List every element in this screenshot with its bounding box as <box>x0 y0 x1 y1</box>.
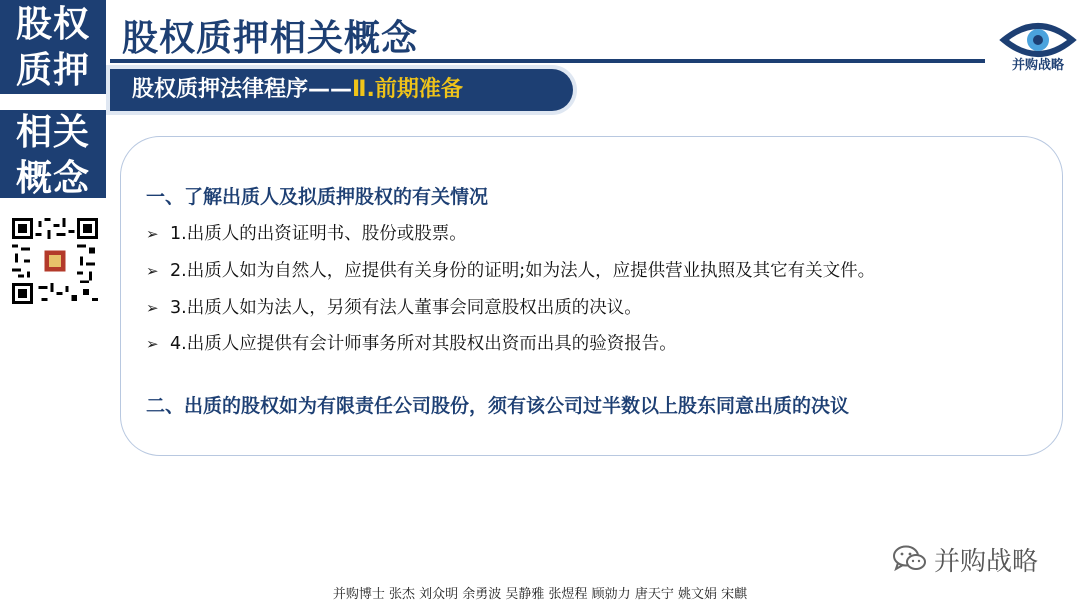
sidebar-section-bottom <box>0 110 106 198</box>
title-divider <box>110 59 985 63</box>
list-item-text: 4.出质人应提供有会计师事务所对其股权出资而出具的验资报告。 <box>170 334 677 354</box>
section-subtitle <box>110 69 573 111</box>
arrow-bullet-icon: ➢ <box>146 299 159 317</box>
qr-code-image <box>12 218 98 304</box>
arrow-bullet-icon: ➢ <box>146 262 159 280</box>
list-item <box>146 294 642 319</box>
subtitle-accent-text: Ⅱ.前期准备 <box>352 77 463 102</box>
section-heading-2: 二、出质的股权如为有限责任公司股份，须有该公司过半数以上股东同意出质的决议 <box>146 395 850 417</box>
page-title: 股权质押相关概念 <box>122 18 419 59</box>
list-item <box>146 330 677 355</box>
wechat-watermark <box>892 542 1038 576</box>
sidebar-top-line1: 股权 <box>15 4 90 45</box>
sidebar-section-top <box>0 0 106 94</box>
list-item-text: 3.出质人如为法人，另须有法人董事会同意股权出质的决议。 <box>170 298 642 318</box>
list-item-text: 2.出质人如为自然人，应提供有关身份的证明;如为法人，应提供营业执照及其它有关文件。 <box>170 261 876 281</box>
section-heading-1: 一、了解出质人及拟质押股权的有关情况 <box>146 186 489 208</box>
sidebar-bottom-line2: 概念 <box>15 158 90 199</box>
logo-text: 并购战略 <box>1011 58 1064 73</box>
arrow-bullet-icon: ➢ <box>146 225 159 243</box>
list-item <box>146 220 467 245</box>
sidebar-top-line2: 质押 <box>15 50 90 91</box>
list-item-text: 1.出质人的出资证明书、股份或股票。 <box>170 224 467 244</box>
list-item <box>146 257 875 282</box>
wechat-icon <box>892 544 928 574</box>
arrow-bullet-icon: ➢ <box>146 335 159 353</box>
footer-authors: 并购博士 张杰 刘众明 余勇波 吴静雅 张煜程 顾勍力 唐天宁 姚文娟 宋麒 <box>332 587 748 602</box>
watermark-text: 并购战略 <box>934 546 1039 577</box>
subtitle-main-text: 股权质押法律程序—— <box>132 77 353 102</box>
sidebar-bottom-line1: 相关 <box>15 112 90 153</box>
